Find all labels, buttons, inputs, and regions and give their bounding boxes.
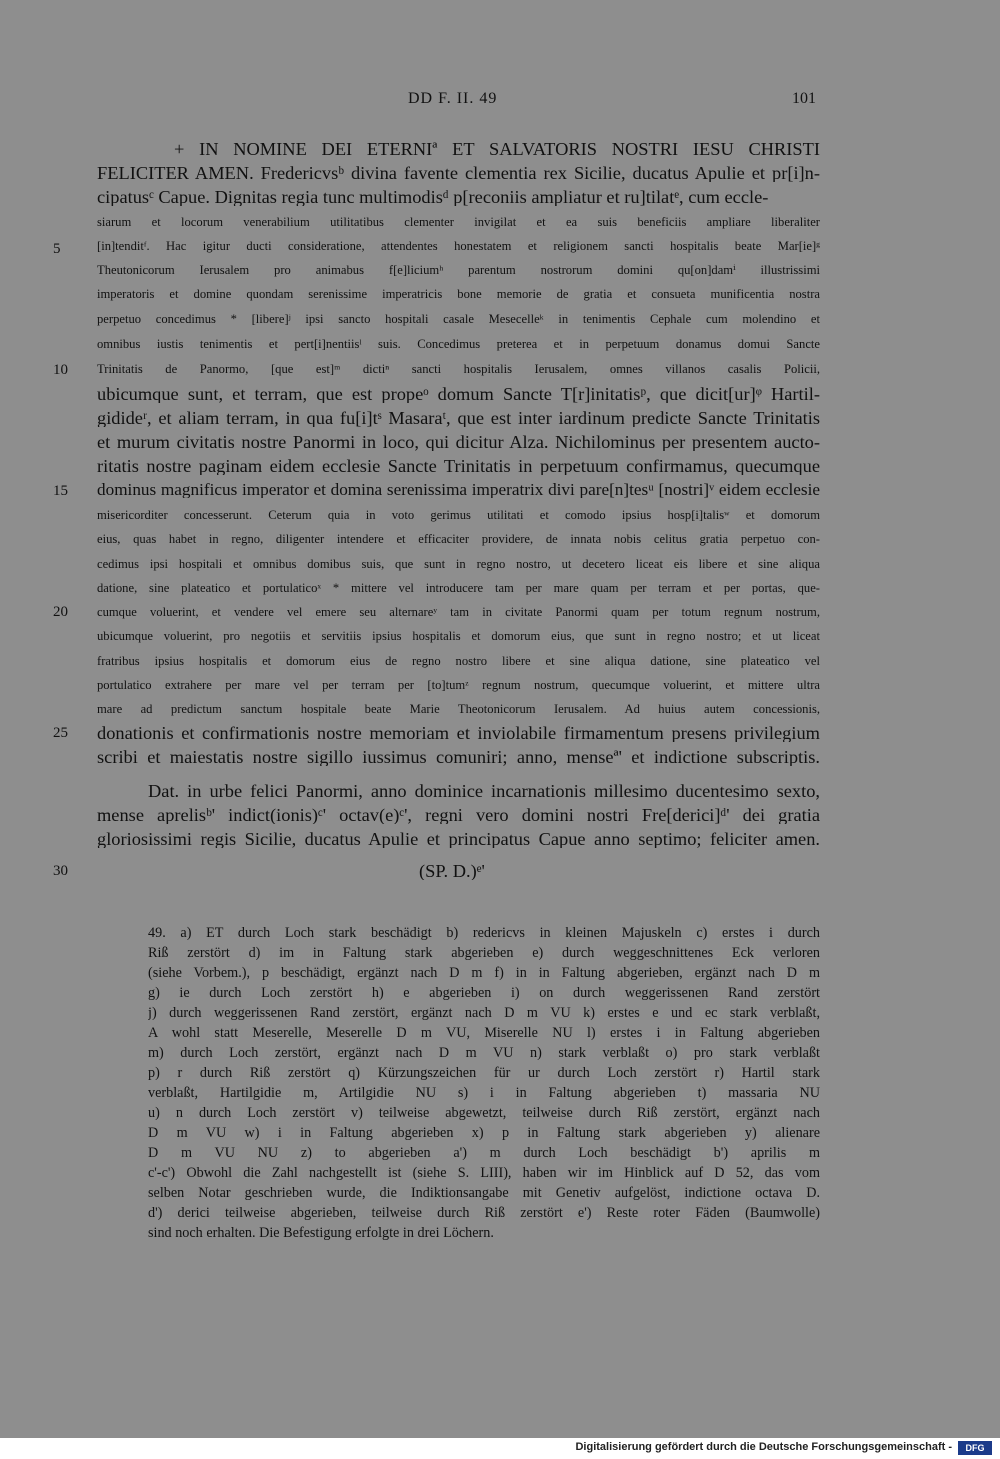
apparatus-line: c'-c') Obwohl die Zahl nachgestellt ist (siehe S. LIII), haben wir im Hinblick auf D 52, das vom bbox=[148, 1166, 820, 1181]
apparatus-line: 49. a) ET durch Loch stark beschädigt b) redericvs in kleinen Majuskeln c) erstes i durch bbox=[148, 926, 820, 941]
text-line: Trinitatis de Panormo, [que est]ᵐ dictiⁿ sancti hospitalis Ierusalem, omnes villanos casalis Policii, bbox=[97, 363, 820, 376]
text-line: donationis et confirmationis nostre memoriam et inviolabile firmamentum presens privilegium bbox=[97, 724, 820, 743]
text-line: ritatis nostre paginam eidem ecclesie Sancte Trinitatis in perpetuum confirmamus, quecumque bbox=[97, 457, 820, 476]
text-line: portulatico extrahere per mare vel per terram per [to]tumᶻ regnum nostrum, quecumque voluerint, et mittere ultra bbox=[97, 679, 820, 692]
text-line: gloriosissimi regis Sicilie, ducatus Apulie et principatus Capue anno septimo; feliciter amen. bbox=[97, 830, 820, 849]
text-line: mare ad predictum sanctum hospitale beate Marie Theotonicorum Ierusalem. Ad huius autem concessionis, bbox=[97, 703, 820, 716]
apparatus-line: sind noch erhalten. Die Befestigung erfolgte in drei Löchern. bbox=[148, 1226, 494, 1241]
apparatus-line: A wohl statt Meserelle, Meserelle D m VU, Miserelle NU l) erstes i in Faltung abgerieben bbox=[148, 1026, 820, 1041]
line-number: 5 bbox=[53, 241, 61, 257]
apparatus-line: verblaßt, Hartilgidie m, Artilgidie NU s) i in Faltung abgerieben t) massaria NU bbox=[148, 1086, 820, 1101]
text-line: datione, sine plateatico et portulaticoˣ * mittere vel introducere tam per mare quam per terram et per portas, que- bbox=[97, 582, 820, 595]
funding-credit: Digitalisierung gefördert durch die Deutsche Forschungsgemeinschaft - bbox=[575, 1441, 952, 1453]
text-line: FELICITER AMEN. Fredericvsᵇ divina favente clementia rex Sicilie, ducatus Apulie et pr[i]n- bbox=[97, 164, 820, 183]
dfg-logo-icon: DFG bbox=[958, 1441, 992, 1455]
text-line: [in]tenditᶠ. Hac igitur ducti consideratione, attendentes honestatem et religionem sancti hospitalis beate Mar[ie]ᵍ bbox=[97, 240, 820, 253]
signum-notation: (SP. D.)ᵉ' bbox=[419, 862, 485, 881]
text-line: omnibus iustis tenimentis et pert[i]nentiisˡ suis. Concedimus preterea et in perpetuum donamus domui Sancte bbox=[97, 338, 820, 351]
text-line: perpetuo concedimus * [libere]ʲ ipsi sancto hospitali casale Mesecelleᵏ in tenimentis Cephale cum molendino et bbox=[97, 313, 820, 326]
text-line: ubicumque voluerint, pro negotiis et servitiis ipsius hospitalis et domorum eius, que sunt in regno nostro; et ut liceat bbox=[97, 630, 820, 643]
text-line: gidideʳ, et aliam terram, in qua fu[i]tˢ Masaraᵗ, que est inter iardinum predicte Sancte Trinitatis bbox=[97, 409, 820, 428]
text-line: imperatoris et domine quondam serenissime imperatricis bone memorie de gratia et consueta munificentia nostra bbox=[97, 288, 820, 301]
text-line: eius, quas habet in regno, diligenter intendere et efficaciter providere, de innata nobis celitus gratia perpetuo con- bbox=[97, 533, 820, 546]
apparatus-line: selben Notar geschrieben wurde, die Indiktionsangabe mit Genetiv aufgelöst, indictione octava D. bbox=[148, 1186, 820, 1201]
page-number: 101 bbox=[792, 90, 816, 107]
apparatus-line: d') derici teilweise abgerieben, teilweise durch Riß zerstört e') Reste roter Fäden (Baumwolle) bbox=[148, 1206, 820, 1221]
line-number: 10 bbox=[53, 362, 68, 378]
text-line: mense aprelisᵇ' indict(ionis)ᶜ' octav(e)ᶜ', regni vero domini nostri Fre[derici]ᵈ' dei gratia bbox=[97, 806, 820, 825]
running-head: DD F. II. 49 bbox=[408, 90, 498, 107]
text-line: dominus magnificus imperator et domina serenissima imperatrix divi pare[n]tesᵘ [nostri]ᵛ eidem ecclesie bbox=[97, 481, 820, 499]
text-line: siarum et locorum venerabilium utilitatibus clementer invigilat et ea suis beneficiis ampliare liberaliter bbox=[97, 216, 820, 229]
line-number: 20 bbox=[53, 604, 68, 620]
apparatus-line: m) durch Loch zerstört, ergänzt nach D m VU n) stark verblaßt o) pro stark verblaßt bbox=[148, 1046, 820, 1061]
text-line: ubicumque sunt, et terram, que est propeᵒ domum Sancte T[r]initatisᵖ, que dicit[ur]ᵠ Hartil- bbox=[97, 385, 820, 404]
line-number: 25 bbox=[53, 725, 68, 741]
line-number: 30 bbox=[53, 863, 68, 879]
apparatus-line: u) n durch Loch zerstört v) teilweise abgewetzt, teilweise durch Riß zerstört, ergänzt nach bbox=[148, 1106, 820, 1121]
apparatus-line: g) ie durch Loch zerstört h) e abgerieben i) on durch weggerissenen Rand zerstört bbox=[148, 986, 820, 1001]
text-line: fratribus ipsius hospitalis et domorum eius de regno nostro libere et sine aliqua datione, sine plateatico vel bbox=[97, 655, 820, 668]
text-line: + IN NOMINE DEI ETERNIª ET SALVATORIS NOSTRI IESU CHRISTI bbox=[174, 140, 820, 159]
text-line: cedimus ipsi hospitali et omnibus domibus suis, que sunt in regno nostro, ut decetero liceat eis libere et sine aliqua bbox=[97, 558, 820, 571]
text-line: scribi et maiestatis nostre sigillo iussimus comuniri; anno, menseª' et indictione subscriptis. bbox=[97, 748, 820, 767]
apparatus-line: Riß zerstört d) im in Faltung stark abgerieben e) durch weggeschnittenes Eck verloren bbox=[148, 946, 820, 961]
apparatus-line: D m VU w) i in Faltung abgerieben x) p in Faltung stark abgerieben y) alienare bbox=[148, 1126, 820, 1141]
text-line: Dat. in urbe felici Panormi, anno dominice incarnationis millesimo ducentesimo sexto, bbox=[148, 782, 820, 801]
apparatus-line: (siehe Vorbem.), p beschädigt, ergänzt nach D m f) in in Faltung abgerieben, ergänzt nach D m bbox=[148, 966, 820, 981]
page-header bbox=[0, 90, 1000, 116]
text-line: et murum civitatis nostre Panormi in loco, qui dicitur Alza. Nichilominus per presentem aucto- bbox=[97, 433, 820, 452]
line-number: 15 bbox=[53, 483, 68, 499]
digitization-footer bbox=[0, 1438, 1000, 1459]
text-line: cipatusᶜ Capue. Dignitas regia tunc multimodisᵈ p[reconiis ampliatur et ru]tilatᵉ, cum eccle- bbox=[97, 188, 769, 207]
text-line: cumque voluerint, et vendere vel emere seu alternareʸ tam in civitate Panormi quam per totum regnum nostrum, bbox=[97, 606, 820, 619]
apparatus-line: j) durch weggerissenen Rand zerstört, ergänzt nach D m VU k) erstes e und ec stark verblaßt, bbox=[148, 1006, 820, 1021]
text-line: Theutonicorum Ierusalem pro animabus f[e]liciumʰ parentum nostrorum domini qu[on]damⁱ illustrissimi bbox=[97, 264, 820, 277]
apparatus-line: p) r durch Riß zerstört q) Kürzungszeichen für ur durch Loch zerstört r) Hartil stark bbox=[148, 1066, 820, 1081]
apparatus-line: D m VU NU z) to abgerieben a') m durch Loch beschädigt b') aprilis m bbox=[148, 1146, 820, 1161]
text-line: misericorditer concesserunt. Ceterum quia in voto gerimus utilitati et comodo ipsius hosp[i]talisʷ et domorum bbox=[97, 509, 820, 522]
